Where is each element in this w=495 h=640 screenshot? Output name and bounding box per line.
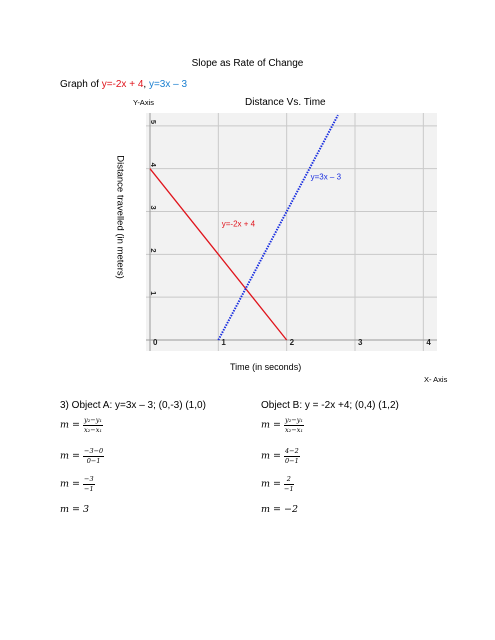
fraction-numerator: 4−2 <box>285 447 299 455</box>
fraction <box>284 476 294 492</box>
x-tick-label: 2 <box>289 338 295 347</box>
slope-step-lhs: m = 3 <box>60 504 90 515</box>
fraction-numerator: y₂−y₁ <box>285 416 304 424</box>
fraction <box>83 448 104 464</box>
y-tick-label: 2 <box>149 248 158 253</box>
equation-separator: , <box>143 79 149 90</box>
fraction <box>284 417 304 433</box>
object-heading: Object B: y = -2x +4; (0,4) (1,2) <box>261 400 399 411</box>
fraction-numerator: y₂−y₁ <box>84 416 103 424</box>
fraction-denominator: x₂−x₁ <box>84 425 103 434</box>
fraction <box>83 476 95 492</box>
slope-step <box>60 504 89 515</box>
slope-step <box>60 448 104 464</box>
fraction-numerator: −3−0 <box>84 447 104 455</box>
fraction <box>284 448 300 464</box>
x-tick-label: 1 <box>221 338 226 347</box>
fraction-numerator: −3 <box>84 475 94 483</box>
slope-step-lhs: m = <box>261 419 285 431</box>
equation-red: y=-2x + 4 <box>101 79 144 90</box>
page-title: Slope as Rate of Change <box>191 58 304 69</box>
y-tick-label: 1 <box>149 291 158 296</box>
slope-step <box>60 417 103 433</box>
chart-plot-area <box>146 113 437 351</box>
chart-title: Distance Vs. Time <box>245 97 326 108</box>
slope-step-lhs: m = <box>60 419 84 431</box>
object-heading: 3) Object A: y=3x – 3; (0,-3) (1,0) <box>60 400 206 411</box>
x-tick-label: 0 <box>153 338 158 347</box>
slope-step <box>261 448 300 464</box>
slope-step <box>261 504 298 515</box>
x-axis-caption: X- Axis <box>424 375 448 384</box>
fraction-denominator: 0−1 <box>86 456 101 465</box>
fraction <box>83 417 103 433</box>
fraction-denominator: 0−1 <box>285 456 299 465</box>
slope-step <box>261 476 294 492</box>
fraction-numerator: 2 <box>284 476 294 485</box>
slope-step-lhs: m = −2 <box>261 504 299 515</box>
x-tick-label: 3 <box>358 338 363 347</box>
series-label: y=3x – 3 <box>310 172 342 182</box>
slope-step-lhs: m = <box>261 478 285 490</box>
slope-step <box>261 417 304 433</box>
y-tick-label: 5 <box>149 119 158 125</box>
y-tick-label: 3 <box>149 205 158 210</box>
slope-step-lhs: m = <box>261 450 285 462</box>
slope-step <box>60 476 95 492</box>
x-tick-label: 4 <box>426 338 431 347</box>
equation-blue: y=3x – 3 <box>148 79 188 90</box>
y-axis-caption: Y-Axis <box>133 98 154 107</box>
series-label: y=-2x + 4 <box>221 219 256 229</box>
chart-x-label: Time (in seconds) <box>230 362 302 372</box>
fraction-denominator: −1 <box>284 484 294 493</box>
fraction-denominator: x₂−x₁ <box>285 425 304 434</box>
fraction-denominator: −1 <box>84 484 94 493</box>
slope-step-lhs: m = <box>60 478 84 490</box>
graph-of-prefix: Graph of <box>60 79 102 90</box>
chart-y-label: Distance travelled (in meters) <box>114 155 126 279</box>
y-tick-label: 4 <box>149 162 158 167</box>
slope-step-lhs: m = <box>60 450 84 462</box>
